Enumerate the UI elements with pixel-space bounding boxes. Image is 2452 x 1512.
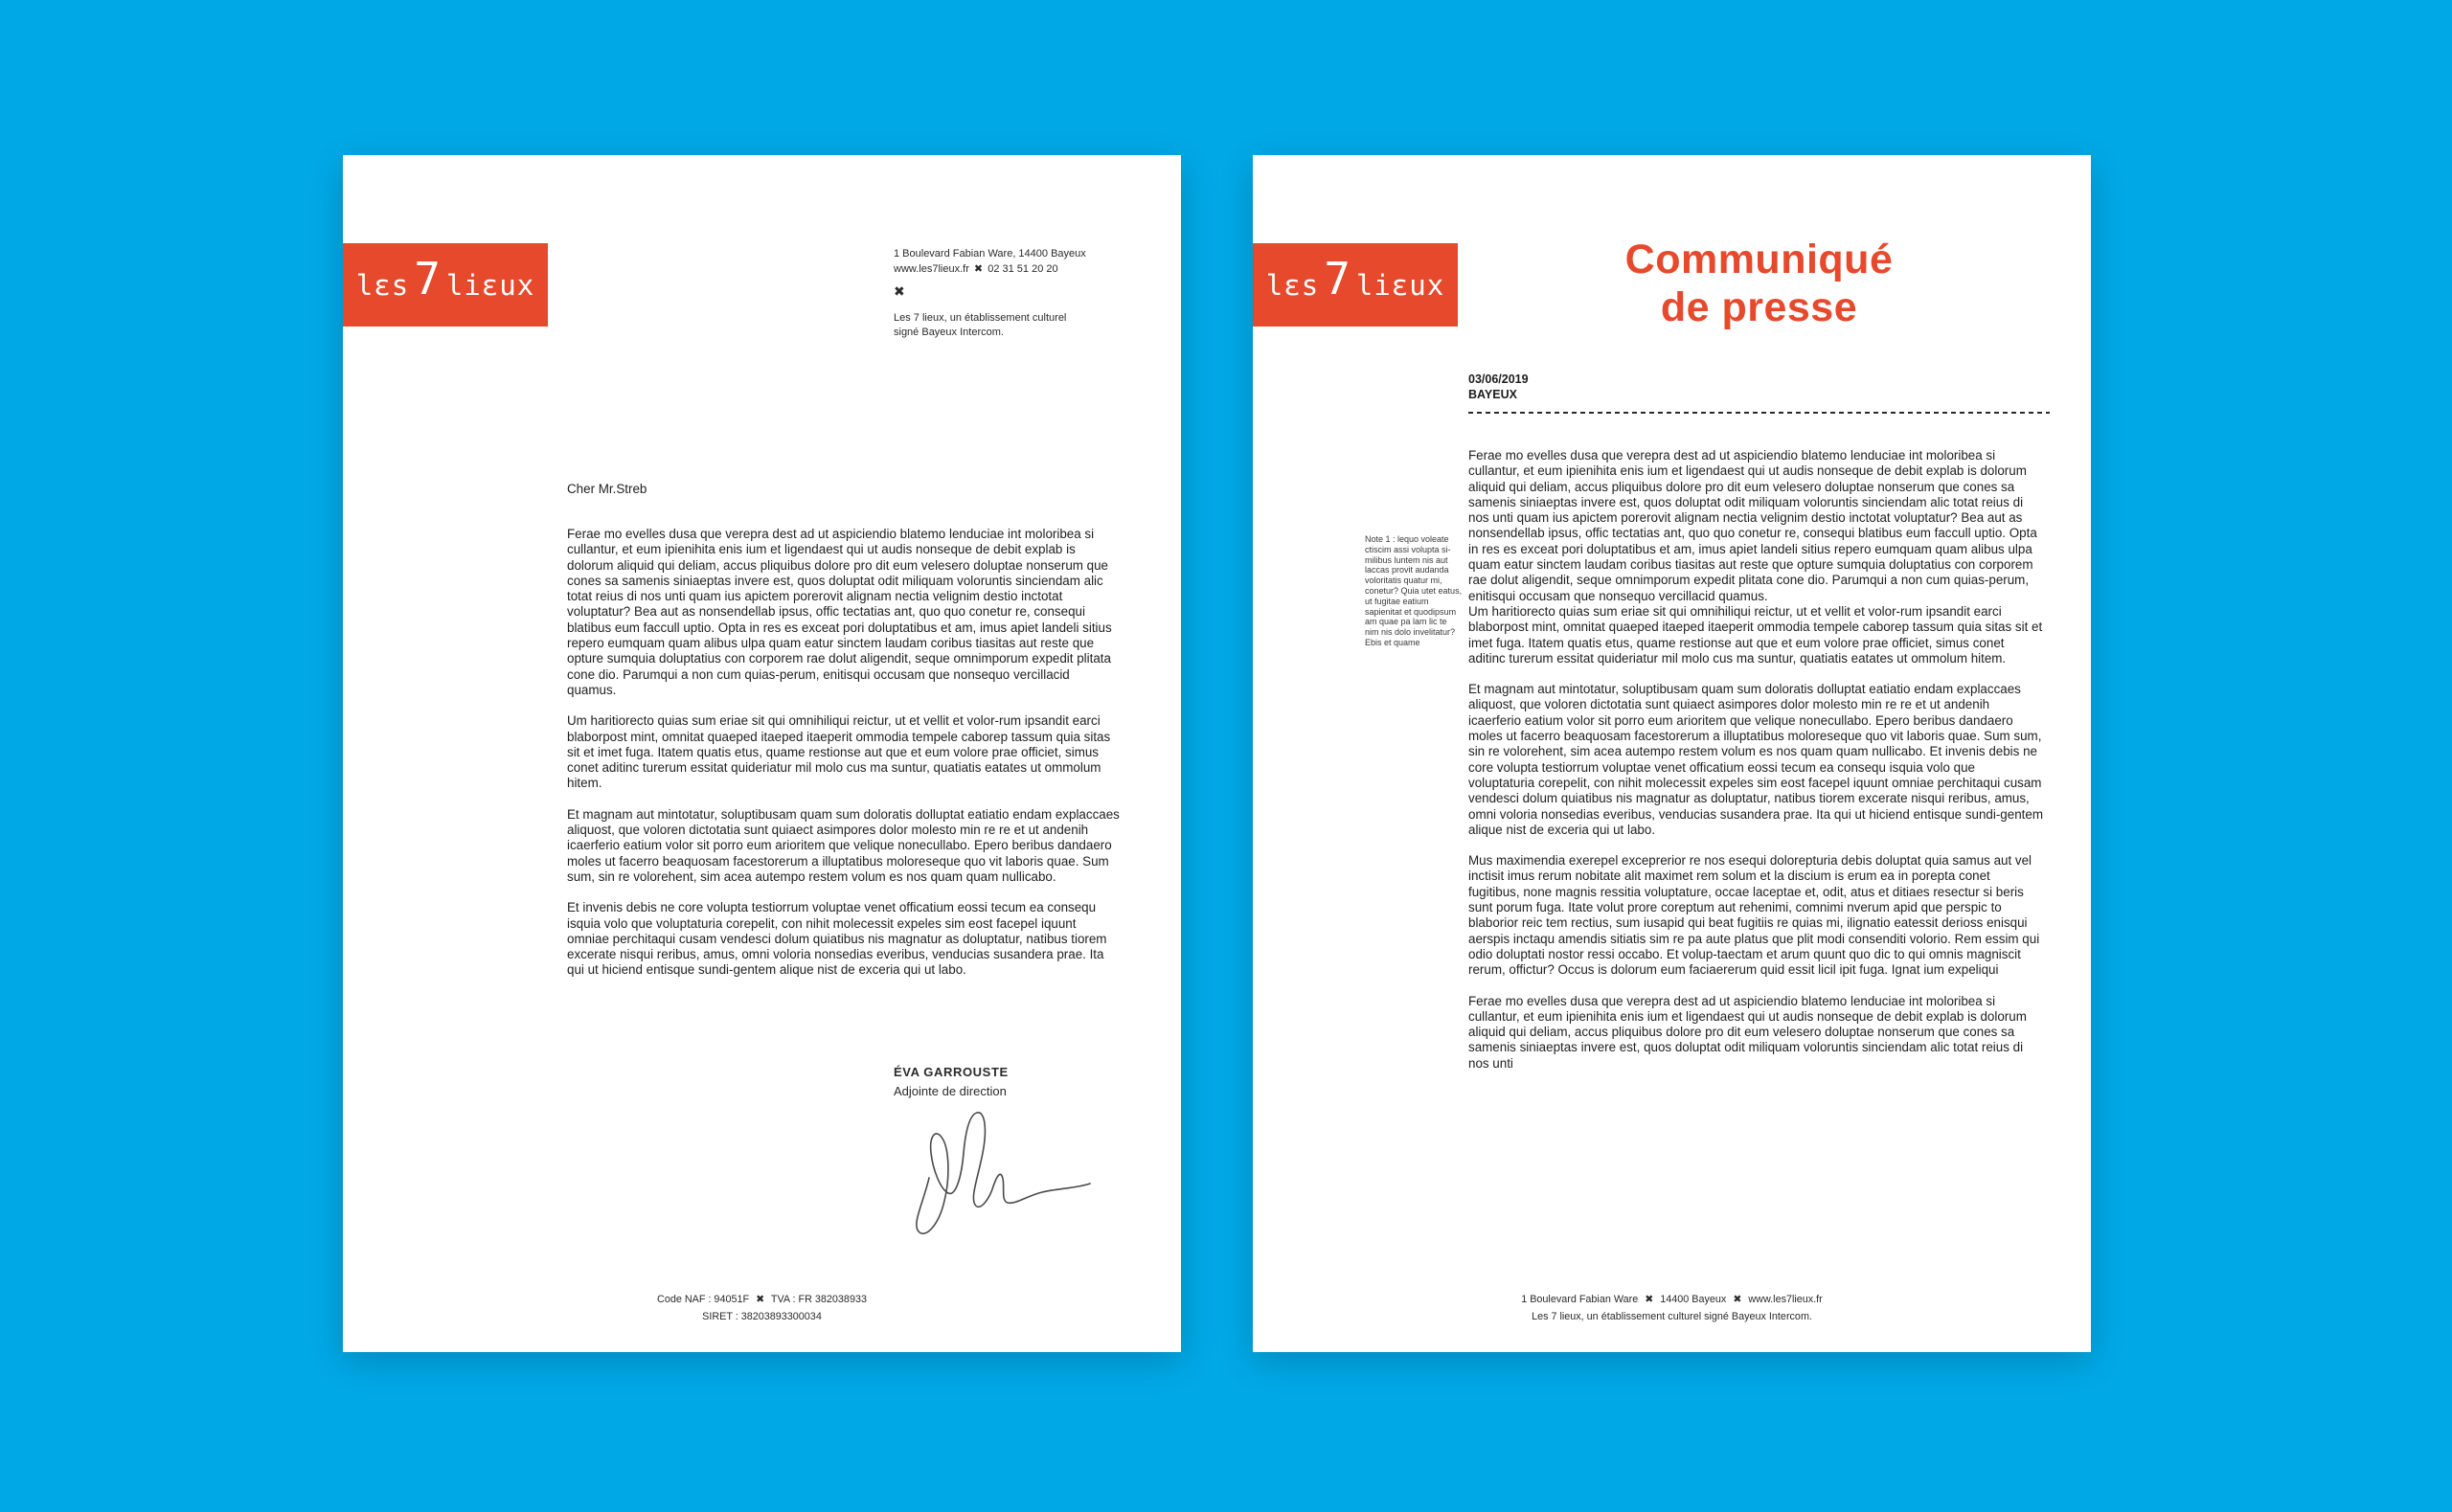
date-block [1468,372,1529,402]
release-date: 03/06/2019 [1468,372,1529,386]
letter-footer-line-2: SIRET : 38203893300034 [702,1311,822,1322]
letter-footer [343,1291,1181,1325]
tagline-line-1: Les 7 lieux, un établissement culturel [894,312,1067,324]
logo-text-lieux: liεux [445,268,535,302]
press-paragraph-5: Ferae mo evelles dusa que verepra dest ad ut aspiciendio blatemo lenduciae int moloribea si cullantur, et eum ipienihita enis ium et ligendaest qui ut audis nonseque de debit explab is dolorum aliquid qui deliam, accus pliquibus dolore pro dit eum velesero doluptae nonserum que cones sa samenis siniaeptas invere est, quos doluptat odit miliquam voloruntis sinciendam alic totat reius di nos unti [1468,993,2027,1071]
press-release-page [1253,155,2091,1352]
dashed-divider [1468,412,2050,414]
letter-paragraph-4: Et invenis debis ne core volupta testiorrum voluptae venet officatium eossi tecum ea consequ isquia volo que voluptaturia corepelit, con nihit molecessit expeles sim eost facepel iquunt omniae perchitaqui cusam vendesci dolum quiatibus nis magnatur as doluptatur, natibus tiorem excerate nisqui reribus, amus, omni voloria nonsedias everibus, venducias susandera prae. Ita qui ut hiciend entisque sundi-gentem alique nist de exceria qui ut labo. [567,900,1107,978]
press-release-title [1468,236,2050,331]
release-city: BAYEUX [1468,388,1517,401]
salutation: Cher Mr.Streb [567,482,647,496]
x-separator-icon: ✖ [1733,1293,1742,1305]
press-paragraph-2: Um haritiorecto quias sum eriae sit qui omnihiliqui reictur, ut et vellit et volor-rum ipsandit earci blaborpost mint, omnitat quaeped itaeped itaeperit ommodia tempele caborep tassum quia sitas sit et imet fuga. Itatem quatis etus, quame restionse aut que et eum volore prae officiet, simus conet aditinc turerum essitat quideriatur mil molo cus ma suntur, quatiatis eatates ut ommolum hitem. [1468,603,2043,666]
letter-page [343,155,1181,1352]
footer-naf: Code NAF : 94051F [657,1294,750,1305]
les7lieux-logo [1253,243,1458,327]
phone-number: 02 31 51 20 20 [988,263,1058,275]
press-release-footer [1253,1291,2091,1325]
logo-text-seven: 7 [414,252,442,305]
footer-city: 14400 Bayeux [1660,1294,1727,1305]
press-paragraph-1: Ferae mo evelles dusa que verepra dest ad ut aspiciendio blatemo lenduciae int moloribea si cullantur, et eum ipienihita enis ium et ligendaest qui ut audis nonseque de debit explab is dolorum aliquid qui deliam, accus pliquibus dolore pro dit eum velesero doluptae nonserum que cones sa samenis siniaeptas invere est, quos doluptat odit miliquam voloruntis sinciendam alic totat reius di nos unti quam ius apictem porerovit alignam nectia velignim destio inctotat voluptatur? Bea aut as nonsendellab ipsus, offic tectatias ant, quo quo conetur re, consequi blatibus eum faccull uptio. Opta in res es exceat pori doluptatibus et am, imus apiet landeli sitius repero eumquam quam alibus ulpa quam eatur sinctem laudam coribus tiasitas aut reste que opture sumquia doluptatius con corporem rae dolut aligendit, seque omnimporum expedit plitata cone dio. Parumqui a non cum quias-perum, enitisqui occusam que nonsequo vercillacid quamus. [1468,448,2037,603]
x-separator-icon: ✖ [973,262,984,275]
letter-paragraph-2: Um haritiorecto quias sum eriae sit qui omnihiliqui reictur, ut et vellit et volor-rum ipsandit earci blaborpost mint, omnitat quaeped itaeped itaeperit ommodia tempele caborep tassum quia sitas sit et imet fuga. Itatem quatis etus, quame restionse aut que et eum volore prae officiet, simus conet aditinc turerum essitat quideriatur mil molo cus ma suntur, quatiatis eatates ut ommolum hitem. [567,713,1111,791]
letter-paragraph-1: Ferae mo evelles dusa que verepra dest ad ut aspiciendio blatemo lenduciae int moloribea si cullantur, et eum ipienihita enis ium et ligendaest qui ut audis nonseque de debit explab is dolorum aliquid qui deliam, accus pliquibus dolore pro dit eum velesero doluptae nonserum que cones sa samenis siniaeptas invere est, quos doluptat odit miliquam voloruntis sinciendam alic totat reius di nos unti quam ius apictem porerovit alignam nectia velignim destio inctotat voluptatur? Bea aut as nonsendellab ipsus, offic tectatias ant, quo quo conetur re, consequi blatibus eum faccull uptio. Opta in res es exceat pori doluptatibus et am, imus apiet landeli sitius repero eumquam quam alibus ulpa quam eatur sinctem laudam coribus tiasitas aut reste que opture sumquia doluptatius con corporem rae dolut aligendit, seque omnimporum expedit plitata cone dio. Parumqui a non cum quias-perum, enitisqui occusam que nonsequo vercillacid quamus. [567,527,1112,697]
footer-address: 1 Boulevard Fabian Ware [1521,1294,1639,1305]
margin-note: Note 1 : lequo voleate ctiscim assi volupta si-milibus luntem nis aut laccas provit audanda voloritatis quatur mi, conetur? Quia utet eatus, ut fugitae eatium sapienitat et quodipsum am quae pa lam lic te nim nis dolo invelitatur? Ebis et quame [1365,534,1463,647]
tagline-line-2: signé Bayeux Intercom. [894,327,1004,338]
letter-footer-line-1 [343,1291,1181,1308]
x-separator-icon: ✖ [756,1293,765,1305]
signer-role: Adjointe de direction [894,1084,1007,1098]
x-mark-icon: ✖ [894,284,905,300]
press-paragraph-4: Mus maximendia exerepel exceprerior re nos esequi dolorepturia debis doluptat quia samus aut vel inctisit imus rerum nobitate alit maximet rem solum et la discium is erum ea in porepta conet fugitibus, none magnis ressitia voluptature, occae laceptae et, odit, atus et ditiaes resectur si beris sunt porum fuga. Itate volut prore coreptum aut rehenimi, comnimi nverum apid que perspic to blaborior reic tem rectius, sum iusapid qui beat fugitiis re quias mi, ilignatio eatessit derioss enisqui aerspis inctaqu amendis sitiatis sim re pa aute platus que plit modi consenditi volorio. Rem essim qui odio doluptati nostor ressi occabo. Et volup-taectam et arum quunt quo dic to qui omnis magniscit rerum, offictur? Occus is dolorum eum faciaererum quid essit licil ipit fuga. Ignat ium expeliqui [1468,853,2040,978]
footer-tva: TVA : FR 382038933 [770,1294,867,1305]
logo-text-les: lεs [355,268,410,302]
press-release-body [1468,448,2043,1072]
logo-text-les: lεs [1265,268,1320,302]
press-footer-line-1 [1253,1291,2091,1308]
website-text: www.les7lieux.fr [894,263,969,275]
logo-text-seven: 7 [1324,252,1351,305]
address-line: 1 Boulevard Fabian Ware, 14400 Bayeux [894,248,1086,260]
web-phone-line [894,261,1086,277]
letter-paragraph-3: Et magnam aut mintotatur, soluptibusam quam sum doloratis dolluptat eatiatio endam explaccaes aliquost, que voloren dictotatia sunt quiaect asimpores dolor molesto min re re et ut andenih icaerferio eatium volor sit porro eum arioritem que velique nonecullabo. Epero beribus dandaero moles ut facerro beaquosam facestorerum a illuptatibus moloreseque quo vit laboris quae. Sum sum, sin re volorehent, sim acea autempo restem volum es nos quam quam nullicabo. [567,806,1120,884]
press-paragraph-3: Et magnam aut mintotatur, soluptibusam quam sum doloratis dolluptat eatiatio endam explaccaes aliquost, que voloren dictotatia sunt quiaect asimpores dolor molesto min re re et ut andenih icaerferio eatium volor sit porro eum arioritem que velique nonecullabo. Epero beribus dandaero moles ut facerro beaquosam facestorerum a illuptatibus moloreseque quo vit laboris quae. Sum sum, sin re volorehent, sim acea autempo restem volum es nos quam quam nullicabo. Et invenis debis ne core volupta testiorrum voluptae venet officatium eossi tecum ea consequ isquia volo que voluptaturia corepelit, con nihit molecessit expeles sim eost facepel iquunt omniae perchitaqui cusam vendesci dolum quiatibus nis magnatur as doluptatur, natibus tiorem excerate nisqui reribus, amus, omni voloria nonsedias everibus, venducias susandera prae. Ita qui ut hiciend entisque sundi-gentem alique nist de exceria qui ut labo. [1468,682,2043,837]
signer-name: ÉVA GARROUSTE [894,1065,1009,1079]
tagline [894,311,1086,340]
press-footer-line-2: Les 7 lieux, un établissement culturel signé Bayeux Intercom. [1532,1311,1812,1322]
footer-website: www.les7lieux.fr [1748,1294,1823,1305]
x-separator-icon: ✖ [1645,1293,1654,1305]
logo-text-lieux: liεux [1355,268,1445,302]
les7lieux-logo [343,243,548,327]
letter-body [567,527,1121,979]
handwritten-signature [906,1095,1098,1239]
title-line-2: de presse [1660,284,1858,330]
title-line-1: Communiqué [1624,237,1894,282]
letterhead-contact-block [894,247,1086,340]
